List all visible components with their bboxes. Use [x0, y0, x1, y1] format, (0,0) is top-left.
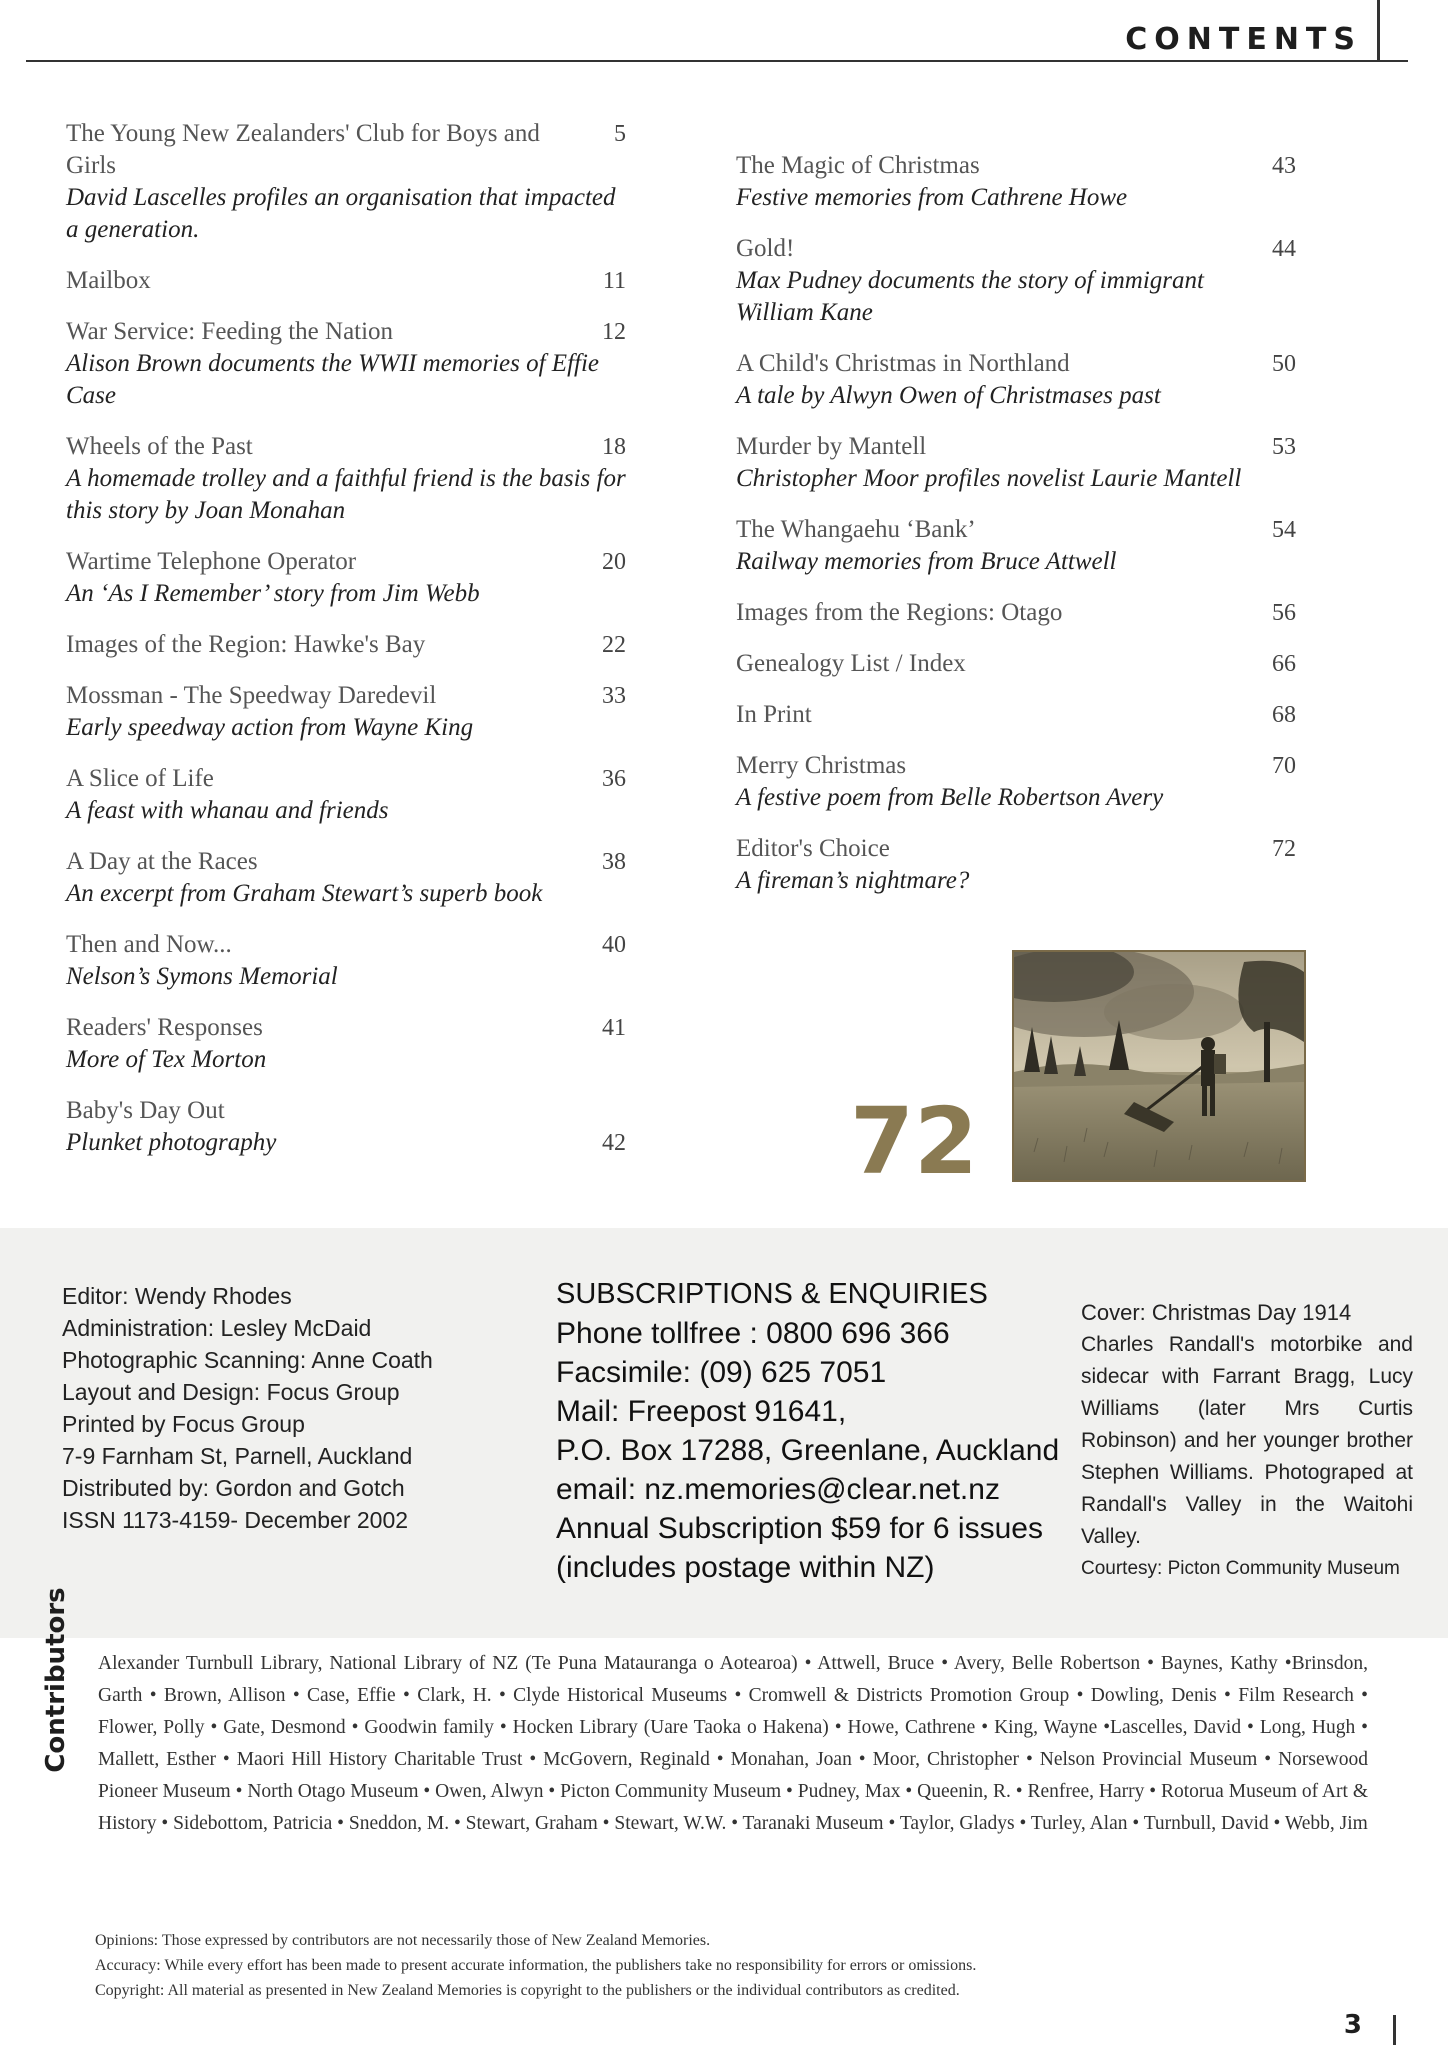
- toc-entry-desc: A tale by Alwyn Owen of Christmases past: [736, 382, 1161, 409]
- fireman-photo-illustration: [1014, 952, 1304, 1180]
- toc-entry-page: 11: [602, 268, 626, 294]
- toc-entry-page: 70: [1272, 753, 1296, 779]
- toc-entry[interactable]: [66, 431, 626, 527]
- subscriptions-mail: Mail: Freepost 91641,: [556, 1395, 847, 1428]
- page-number: 3: [1343, 2010, 1362, 2040]
- page-title: CONTENTS: [1125, 22, 1362, 57]
- toc-entry[interactable]: [66, 929, 626, 993]
- toc-entry-title: The Whangaehu ‘Bank’: [736, 516, 976, 543]
- toc-entry-page: 56: [1272, 600, 1296, 626]
- toc-entry-title: Then and Now...: [66, 931, 232, 958]
- toc-entry-page: 42: [602, 1130, 626, 1156]
- staff-line: 7-9 Farnham St, Parnell, Auckland: [62, 1443, 413, 1469]
- toc-entry-title: Baby's Day Out: [66, 1097, 225, 1124]
- toc-entry[interactable]: [66, 1095, 626, 1159]
- toc-entry-title: A Child's Christmas in Northland: [736, 350, 1070, 377]
- header-rule: [26, 60, 1408, 62]
- toc-entry[interactable]: [66, 680, 626, 744]
- staff-line: Printed by Focus Group: [62, 1411, 305, 1437]
- toc-entry-desc: Max Pudney documents the story of immigrant William Kane: [736, 267, 1204, 326]
- toc-entry-title: Wartime Telephone Operator: [66, 548, 357, 575]
- toc-entry-page: 50: [1272, 351, 1296, 377]
- staff-line: ISSN 1173-4159- December 2002: [62, 1507, 409, 1533]
- contributors-label: Contributors: [41, 1587, 71, 1773]
- toc-entry-desc: A festive poem from Belle Robertson Avery: [736, 784, 1164, 811]
- toc-entry-title: A Day at the Races: [66, 848, 258, 875]
- staff-line: Editor: Wendy Rhodes: [62, 1283, 292, 1309]
- cover-caption: [1081, 1297, 1413, 1585]
- toc-entry-title: A Slice of Life: [66, 765, 214, 792]
- feature-photo[interactable]: [1012, 950, 1306, 1182]
- toc-entry-desc: A homemade trolley and a faithful friend is the basis for this story by Joan Monahan: [66, 465, 626, 524]
- toc-entry-desc: Christopher Moor profiles novelist Laurie Mantell: [736, 465, 1242, 492]
- footnotes: [95, 1928, 1355, 2003]
- toc-left-column: [66, 118, 626, 1178]
- toc-entry-desc: More of Tex Morton: [66, 1046, 267, 1073]
- toc-entry[interactable]: [66, 546, 626, 610]
- toc-entry-page: 18: [602, 434, 626, 460]
- toc-entry-title: Images from the Regions: Otago: [736, 599, 1063, 626]
- staff-line: Administration: Lesley McDaid: [62, 1315, 372, 1341]
- toc-entry[interactable]: [66, 118, 626, 246]
- cover-heading: Cover: Christmas Day 1914: [1081, 1300, 1352, 1325]
- toc-entry-title: The Young New Zealanders' Club for Boys and Girls: [66, 120, 540, 179]
- toc-entry-page: 20: [602, 549, 626, 575]
- toc-entry-desc: Alison Brown documents the WWII memories of Effie Case: [66, 350, 600, 409]
- toc-entry-desc: An ‘As I Remember’ story from Jim Webb: [66, 580, 480, 607]
- subscriptions-email-link[interactable]: email: nz.memories@clear.net.nz: [556, 1473, 1000, 1506]
- subscriptions-phone[interactable]: Phone tollfree : 0800 696 366: [556, 1317, 950, 1350]
- footnote-accuracy: Accuracy: While every effort has been made to present accurate information, the publishers take no responsibility for errors or omissions.: [95, 1957, 977, 1974]
- toc-entry-title: The Magic of Christmas: [736, 152, 980, 179]
- toc-entry-page: 44: [1272, 236, 1296, 262]
- toc-entry-page: 68: [1272, 702, 1296, 728]
- toc-entry[interactable]: [736, 431, 1296, 495]
- feature-page-number: 72: [850, 1088, 979, 1195]
- toc-entry[interactable]: [66, 846, 626, 910]
- toc-entry[interactable]: [66, 316, 626, 412]
- toc-entry-title: Readers' Responses: [66, 1014, 263, 1041]
- toc-entry-desc: Early speedway action from Wayne King: [66, 714, 474, 741]
- footnote-copyright: Copyright: All material as presented in New Zealand Memories is copyright to the publishers or the individual contributors as credited.: [95, 1982, 960, 1999]
- toc-entry-page: 38: [602, 849, 626, 875]
- staff-line: Distributed by: Gordon and Gotch: [62, 1475, 405, 1501]
- toc-entry-title: Images of the Region: Hawke's Bay: [66, 631, 426, 658]
- toc-entry-page: 5: [614, 121, 626, 147]
- subscriptions-block: [556, 1275, 1059, 1587]
- header-tick: [1377, 0, 1380, 62]
- toc-entry-page: 53: [1272, 434, 1296, 460]
- toc-entry[interactable]: [736, 699, 1296, 731]
- toc-entry-title: In Print: [736, 701, 812, 728]
- subscriptions-fax: Facsimile: (09) 625 7051: [556, 1356, 887, 1389]
- toc-entry-desc: A feast with whanau and friends: [66, 797, 389, 824]
- toc-entry-desc: Railway memories from Bruce Attwell: [736, 548, 1117, 575]
- toc-right-column: [736, 150, 1296, 916]
- staff-line: Layout and Design: Focus Group: [62, 1379, 400, 1405]
- toc-entry[interactable]: [736, 348, 1296, 412]
- toc-entry[interactable]: [66, 1012, 626, 1076]
- toc-entry[interactable]: [66, 265, 626, 297]
- toc-entry-desc: Festive memories from Cathrene Howe: [736, 184, 1128, 211]
- toc-entry-page: 41: [602, 1015, 626, 1041]
- toc-entry-page: 22: [602, 632, 626, 658]
- toc-entry[interactable]: [736, 150, 1296, 214]
- subscriptions-heading: SUBSCRIPTIONS & ENQUIRIES: [556, 1278, 988, 1310]
- toc-entry-title: Murder by Mantell: [736, 433, 927, 460]
- toc-entry-page: 66: [1272, 651, 1296, 677]
- contributors-list: Alexander Turnbull Library, National Library of NZ (Te Puna Matauranga o Aotearoa) • Attwell, Bruce • Avery, Belle Robertson • Baynes, Kathy •Brinsdon, Garth • Brown, Allison • Case, Effie • Clark, H. • Clyde Historical Museums • Cromwell & Districts Promotion Group • Dowling, Denis • Film Research • Flower, Polly • Gate, Desmond • Goodwin family • Hocken Library (Uare Taoka o Hakena) • Howe, Cathrene • King, Wayne •Lascelles, David • Long, Hugh • Mallett, Esther • Maori Hill History Charitable Trust • McGovern, Reginald • Monahan, Joan • Moor, Christopher • Nelson Provincial Museum • Norsewood Pioneer Museum • North Otago Museum • Owen, Alwyn • Picton Community Museum • Pudney, Max • Queenin, R. • Renfree, Harry • Rotorua Museum of Art & History • Sidebottom, Patricia • Sneddon, M. • Stewart, Graham • Stewart, W.W. • Taranaki Museum • Taylor, Gladys • Turley, Alan • Turnbull, David • Webb, Jim: [98, 1653, 1368, 1834]
- toc-entry-title: Mailbox: [66, 267, 151, 294]
- toc-entry-title: Merry Christmas: [736, 752, 907, 779]
- toc-entry-title: Genealogy List / Index: [736, 650, 966, 677]
- toc-entry-page: 12: [602, 319, 626, 345]
- staff-credits: [62, 1280, 433, 1536]
- toc-entry-page: 72: [1272, 836, 1296, 862]
- staff-line: Photographic Scanning: Anne Coath: [62, 1347, 433, 1373]
- toc-entry-page: 43: [1272, 153, 1296, 179]
- toc-entry-desc: David Lascelles profiles an organisation that impacted a generation.: [66, 184, 616, 243]
- toc-entry[interactable]: [736, 514, 1296, 578]
- page-tick: [1393, 2015, 1396, 2045]
- footnote-opinions: Opinions: Those expressed by contributors are not necessarily those of New Zealand Memories.: [95, 1932, 711, 1949]
- toc-entry-page: 36: [602, 766, 626, 792]
- toc-entry[interactable]: [736, 648, 1296, 680]
- toc-entry-title: War Service: Feeding the Nation: [66, 318, 394, 345]
- subscriptions-pobox: P.O. Box 17288, Greenlane, Auckland: [556, 1434, 1060, 1467]
- toc-entry[interactable]: [736, 233, 1296, 329]
- toc-entry-page: 33: [602, 683, 626, 709]
- toc-entry[interactable]: [66, 763, 626, 827]
- toc-entry-desc: A fireman’s nightmare?: [736, 867, 970, 894]
- toc-entry-title: Gold!: [736, 235, 795, 262]
- toc-entry-page: 54: [1272, 517, 1296, 543]
- subscriptions-postage-note: (includes postage within NZ): [556, 1551, 935, 1584]
- toc-entry[interactable]: [736, 597, 1296, 629]
- toc-entry[interactable]: [736, 833, 1296, 897]
- toc-entry[interactable]: [736, 750, 1296, 814]
- cover-text: Charles Randall's motorbike and sidecar with Farrant Bragg, Lucy Williams (later Mrs Curtis Robinson) and her younger brother Stephen Williams. Photograped at Randall's Valley in the Waitohi Valley.: [1081, 1333, 1413, 1548]
- toc-entry[interactable]: [66, 629, 626, 661]
- cover-courtesy: Courtesy: Picton Community Museum: [1081, 1558, 1400, 1579]
- toc-entry-page: 40: [602, 932, 626, 958]
- toc-entry-title: Wheels of the Past: [66, 433, 253, 460]
- subscriptions-price: Annual Subscription $59 for 6 issues: [556, 1512, 1043, 1545]
- toc-entry-desc: Plunket photography: [66, 1129, 277, 1156]
- toc-entry-title: Editor's Choice: [736, 835, 890, 862]
- toc-entry-desc: An excerpt from Graham Stewart’s superb book: [66, 880, 543, 907]
- toc-entry-desc: Nelson’s Symons Memorial: [66, 963, 338, 990]
- toc-entry-title: Mossman - The Speedway Daredevil: [66, 682, 437, 709]
